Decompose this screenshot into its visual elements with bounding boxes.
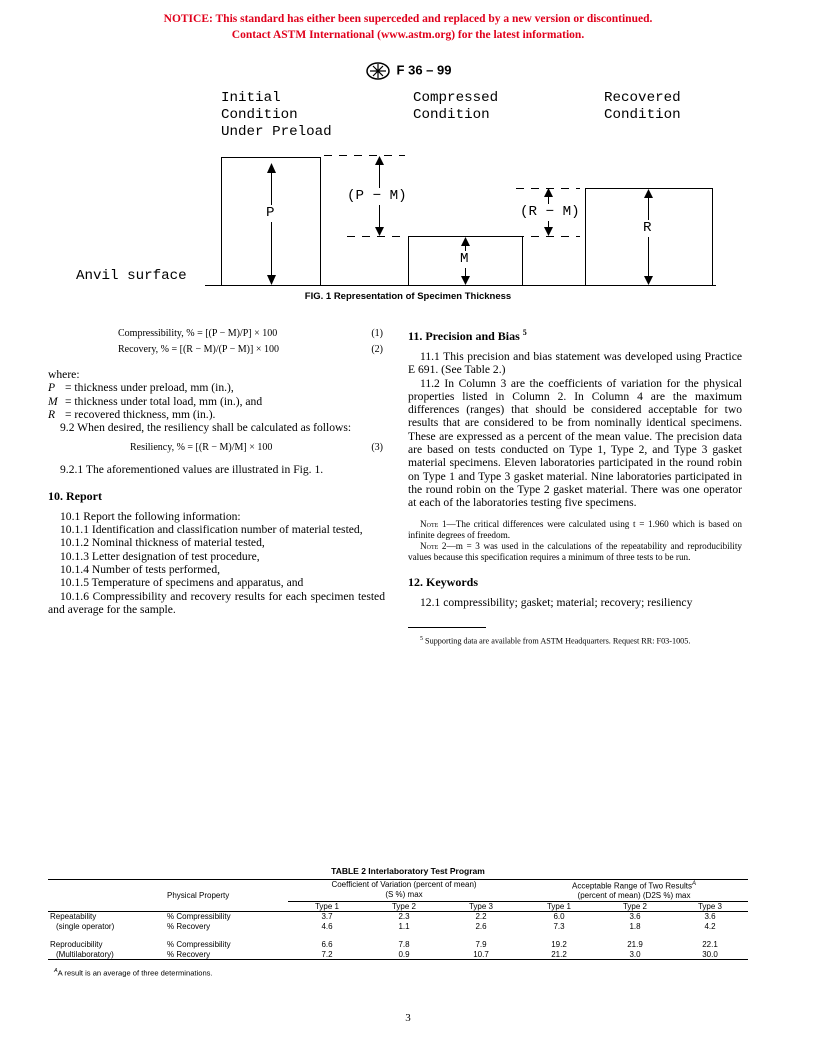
table-row — [48, 940, 748, 950]
group-label: Repeatability — [50, 912, 97, 922]
header-cv-label: Coefficient of Variation (percent of mean) (S %) max — [331, 880, 477, 899]
type-header: Type 3 — [672, 901, 748, 912]
property-cell: % Compressibility — [167, 912, 231, 922]
document-header — [0, 62, 816, 80]
footnote-5 — [408, 634, 742, 647]
table-row — [48, 912, 748, 922]
type-header: Type 1 — [288, 901, 366, 912]
equation-1 — [48, 328, 385, 344]
header-property-label: Physical Property — [167, 890, 230, 900]
header-range — [520, 880, 748, 902]
page-number: 3 — [405, 1012, 411, 1024]
table-footnote-marker: A — [54, 968, 58, 975]
value-cell: 4.6 — [321, 921, 333, 931]
value-cell: 3.6 — [629, 912, 641, 922]
paragraph-9-2-1: 9.2.1 The aforementioned values are illustrated in Fig. 1. — [60, 463, 324, 477]
equation-2-number: (2) — [371, 344, 383, 355]
right-column — [408, 328, 742, 647]
header-cv — [288, 880, 520, 902]
notice-line-2: Contact ASTM International (www.astm.org) for the latest information. — [231, 29, 585, 41]
label-p-minus-m: (P − M) — [347, 188, 407, 204]
label-initial: Initial Condition Under Preload — [221, 90, 332, 140]
note-1-text: —The critical differences were calculated using t = 1.960 which is based on infinite degrees of freedom. — [408, 518, 742, 540]
value-cell: 2.6 — [475, 921, 487, 931]
section-12-heading: 12. Keywords — [408, 574, 478, 589]
label-r: R — [643, 220, 652, 236]
paragraph-10-1-4: 10.1.4 Number of tests performed, — [60, 562, 221, 576]
notice-line-1: NOTICE: This standard has either been superceded and replaced by a new version or discontinued. — [163, 13, 653, 25]
label-p: P — [266, 205, 275, 221]
value-cell: 10.7 — [442, 950, 520, 960]
paragraph-10-1-5: 10.1.5 Temperature of specimens and apparatus, and — [60, 576, 304, 590]
value-cell: 7.8 — [398, 940, 410, 950]
figure-1 — [0, 85, 816, 310]
property-cell: % Recovery — [167, 921, 211, 931]
value-cell: 2.2 — [475, 912, 487, 922]
equation-2 — [48, 344, 385, 364]
definition-text: = recovered thickness, mm (in.). — [65, 407, 216, 421]
definition-r — [48, 408, 385, 421]
paragraph-11-2: 11.2 In Column 3 are the coefficients of variation for the physical properties listed in Column 2. In Column 4 are the maximum differences (ranges) that should be considered acceptable for two results that are considered to be from nominally identical specimens. These are expressed as a percent of the mean value. The precision data are based on tests conducted on Type 1, Type 2, and Type 3 gasket material specimens. Eleven laboratories participated in the round robin on Type 1 and Type 3 gasket material. Nine laboratories participated in the round robin on the Type 2 gasket material. There was one operator at each of the laboratories testing five specimens. — [408, 376, 742, 510]
type-row-blank — [48, 901, 165, 912]
value-cell: 0.9 — [366, 950, 442, 960]
value-cell: 3.6 — [704, 912, 716, 922]
section-11-heading — [408, 328, 742, 344]
footnote-marker: 5 — [420, 635, 423, 642]
specimen-diagram — [0, 85, 816, 310]
note-1-label: Note 1 — [420, 518, 447, 529]
designation: F 36 – 99 — [396, 62, 452, 78]
footnote-ref: 5 — [522, 328, 527, 337]
header-blank — [48, 880, 165, 902]
equation-1-expression: Compressibility, % = [(P − M)/P] × 100 — [118, 328, 278, 339]
property-cell: % Compressibility — [167, 940, 231, 950]
header-range-sup: A — [691, 881, 696, 887]
type-header: Type 1 — [520, 901, 598, 912]
value-cell: 1.8 — [629, 921, 641, 931]
header-property — [165, 880, 288, 902]
table-row — [48, 950, 748, 960]
table-2 — [48, 879, 748, 978]
figure-caption: FIG. 1 Representation of Specimen Thickness — [304, 291, 512, 302]
label-m: M — [460, 251, 469, 267]
note-2-label: Note 2 — [420, 540, 447, 551]
property-cell: % Recovery — [165, 950, 288, 960]
astm-logo-icon — [365, 62, 391, 80]
equation-2-expression: Recovery, % = [(R − M)/(P − M)] × 100 — [118, 344, 279, 355]
definition-symbol: P — [48, 381, 56, 395]
type-row-blank — [165, 901, 288, 912]
label-compressed: Compressed Condition — [413, 90, 499, 123]
group-sublabel: (Multilaboratory) — [48, 950, 165, 960]
equation-3 — [48, 442, 385, 458]
value-cell: 7.3 — [553, 921, 565, 931]
equation-3-expression: Resiliency, % = [(R − M)/M] × 100 — [130, 442, 273, 454]
value-cell: 21.2 — [520, 950, 598, 960]
value-cell: 2.3 — [398, 912, 410, 922]
type-header: Type 2 — [598, 901, 672, 912]
type-header: Type 3 — [442, 901, 520, 912]
spacer-row — [48, 931, 748, 940]
paragraph-10-1-6: 10.1.6 Compressibility and recovery results for each specimen tested and average for the sample. — [48, 589, 385, 616]
note-2-text: —m = 3 was used in the calculations of the repeatability and reproducibility values because this specification requires a minimum of three tests to be run. — [408, 540, 742, 562]
left-column — [48, 328, 385, 616]
header-range-label: Acceptable Range of Two Results — [572, 881, 692, 891]
table-footnote — [48, 968, 748, 978]
value-cell: 7.9 — [475, 940, 487, 950]
value-cell: 21.9 — [627, 940, 643, 950]
paragraph-12-1: 12.1 compressibility; gasket; material; recovery; resiliency — [420, 595, 693, 609]
paragraph-10-1-2: 10.1.2 Nominal thickness of material tested, — [60, 536, 265, 550]
label-recovered: Recovered Condition — [604, 90, 681, 123]
table-row — [48, 922, 748, 932]
equation-1-number: (1) — [371, 328, 383, 339]
interlab-table — [48, 879, 748, 960]
value-cell: 6.0 — [553, 912, 565, 922]
value-cell: 3.0 — [598, 950, 672, 960]
table-footnote-text: A result is an average of three determinations. — [57, 968, 213, 978]
definition-text: = thickness under preload, mm (in.), — [65, 381, 234, 395]
table-2-title: TABLE 2 Interlaboratory Test Program — [331, 866, 485, 876]
paragraph-11-1: 11.1 This precision and bias statement was developed using Practice E 691. (See Table 2.) — [408, 350, 742, 377]
equation-3-number: (3) — [371, 442, 383, 454]
label-anvil: Anvil surface — [76, 268, 187, 284]
value-cell: 3.7 — [321, 912, 333, 922]
definition-symbol: M — [48, 394, 58, 408]
group-sublabel: (single operator) — [56, 921, 115, 931]
section-11-title: 11. Precision and Bias — [408, 329, 520, 343]
footnote-text: Supporting data are available from ASTM Headquarters. Request RR: F03-1005. — [425, 636, 691, 646]
value-cell: 30.0 — [672, 950, 748, 960]
definition-text: = thickness under total load, mm (in.), and — [65, 394, 263, 408]
value-cell: 6.6 — [321, 940, 333, 950]
paragraph-10-1: 10.1 Report the following information: — [60, 509, 241, 523]
paragraph-10-1-1: 10.1.1 Identification and classification number of material tested, — [60, 523, 363, 537]
value-cell: 4.2 — [704, 921, 716, 931]
note-2 — [408, 541, 742, 563]
definition-symbol: R — [48, 407, 56, 421]
section-10-heading: 10. Report — [48, 488, 102, 503]
value-cell: 19.2 — [551, 940, 567, 950]
definition-p — [48, 381, 385, 394]
value-cell: 7.2 — [288, 950, 366, 960]
paragraph-9-2: 9.2 When desired, the resiliency shall be calculated as follows: — [60, 421, 352, 435]
header-range-label-2: (percent of mean) (D2S %) max — [577, 891, 691, 901]
footnote-rule — [408, 627, 486, 628]
group-label: Reproducibility — [50, 940, 103, 950]
value-cell: 22.1 — [702, 940, 718, 950]
paragraph-10-1-3: 10.1.3 Letter designation of test procedure, — [60, 549, 260, 563]
definition-m — [48, 395, 385, 408]
label-r-minus-m: (R − M) — [520, 204, 580, 220]
type-header: Type 2 — [366, 901, 442, 912]
note-1 — [408, 519, 742, 541]
value-cell: 1.1 — [398, 921, 410, 931]
where-label: where: — [48, 368, 80, 381]
